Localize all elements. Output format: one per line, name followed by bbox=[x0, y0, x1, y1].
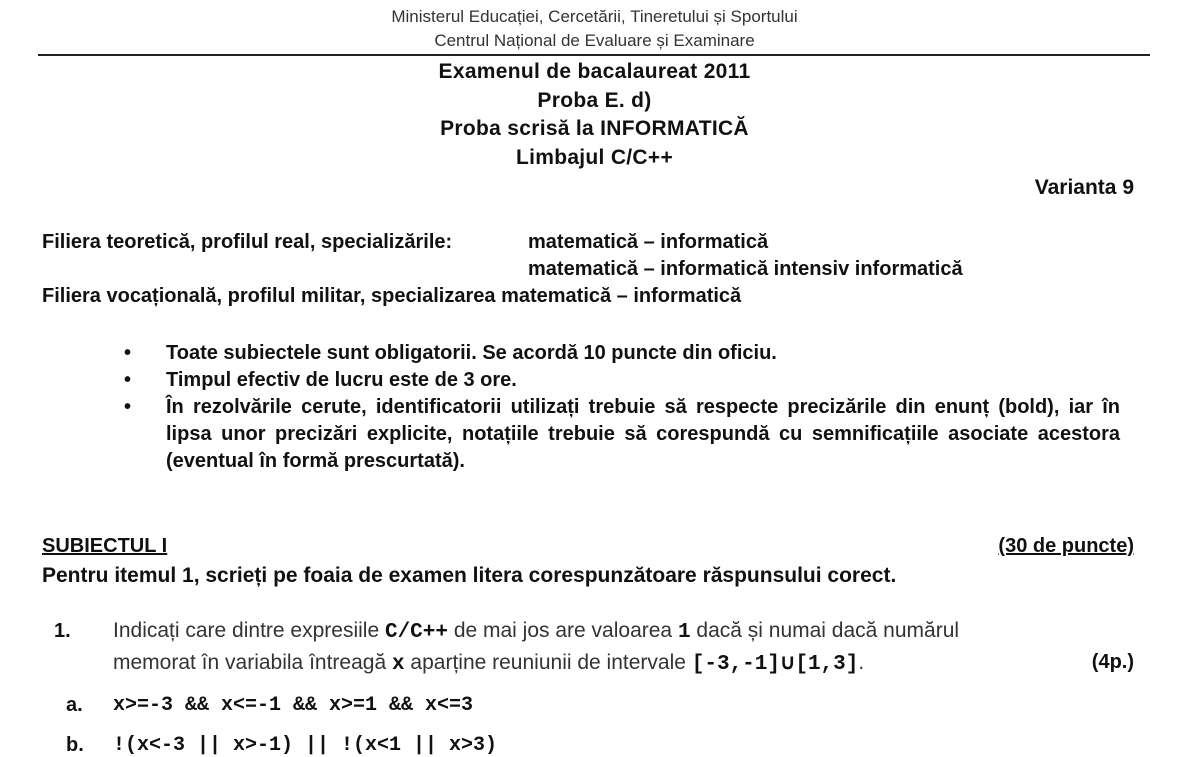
exam-title: Examenul de bacalaureat 2011 bbox=[438, 60, 751, 83]
exam-proba: Proba E. d) bbox=[537, 89, 652, 112]
option-letter-b: b. bbox=[66, 734, 84, 756]
code-inline: 1 bbox=[677, 621, 691, 644]
code-inline: C/C++ bbox=[384, 621, 448, 644]
question-text: . bbox=[858, 651, 865, 674]
ministry-header: Ministerul Educației, Cercetării, Tineretului și Sportului bbox=[391, 7, 798, 26]
bullet-icon: • bbox=[124, 342, 132, 364]
option-code-a: x>=-3 && x<=-1 && x>=1 && x<=3 bbox=[113, 694, 474, 717]
exam-variant: Varianta 9 bbox=[1034, 176, 1134, 199]
bullet-icon: • bbox=[124, 369, 132, 391]
exam-subject: Proba scrisă la INFORMATICĂ bbox=[440, 117, 749, 140]
rule-text: În rezolvările cerute, identificatorii utilizați trebuie să respecte precizările din enunț (bold), iar în lipsa unor precizări explicite, notațiile trebuie să corespundă cu semnificațiile asociate acestora (eventual în formă prescurtată). bbox=[166, 396, 1120, 472]
section-heading bbox=[42, 535, 1134, 558]
section-instruction: Pentru itemul 1, scrieți pe foaia de examen litera corespunzătoare răspunsului corect. bbox=[42, 564, 897, 587]
rule-text: Toate subiectele sunt obligatorii. Se acordă 10 puncte din oficiu. bbox=[166, 342, 777, 364]
option-code-b: !(x<-3 || x>-1) || !(x<1 || x>3) bbox=[113, 734, 498, 757]
header-divider bbox=[38, 54, 1150, 56]
section-points: (30 de puncte) bbox=[998, 535, 1134, 557]
profile-line1-label: Filiera teoretică, profilul real, specializările: bbox=[42, 231, 453, 253]
list-item bbox=[120, 394, 1120, 475]
rules-list bbox=[120, 340, 1120, 475]
profile-line3: Filiera vocațională, profilul militar, specializarea matematică – informatică bbox=[42, 285, 742, 307]
code-inline: [-3,-1]∪[1,3] bbox=[691, 653, 859, 676]
question-text-line1 bbox=[113, 619, 959, 644]
question-text: Indicați care dintre expresiile bbox=[113, 619, 385, 642]
question-text: memorat în variabila întreagă bbox=[113, 651, 392, 674]
question-text: dacă și numai dacă numărul bbox=[690, 619, 960, 642]
profile-line1-value: matematică – informatică bbox=[528, 231, 769, 253]
option-letter-a: a. bbox=[66, 694, 83, 716]
section-name: SUBIECTUL I bbox=[42, 535, 168, 557]
profile-line2-value: matematică – informatică intensiv informatică bbox=[528, 258, 963, 280]
rule-text: Timpul efectiv de lucru este de 3 ore. bbox=[166, 369, 517, 391]
question-text: de mai jos are valoarea bbox=[447, 619, 678, 642]
question-text-line2 bbox=[113, 650, 864, 676]
question-number: 1. bbox=[54, 620, 71, 642]
exam-language: Limbajul C/C++ bbox=[515, 146, 674, 169]
center-header: Centrul Național de Evaluare și Examinare bbox=[434, 31, 755, 50]
list-item bbox=[120, 340, 1120, 367]
code-inline: x bbox=[391, 653, 405, 676]
bullet-icon: • bbox=[124, 396, 132, 418]
list-item bbox=[120, 367, 1120, 394]
question-points: (4p.) bbox=[1091, 651, 1134, 673]
question-text: aparține reuniunii de intervale bbox=[404, 651, 692, 674]
